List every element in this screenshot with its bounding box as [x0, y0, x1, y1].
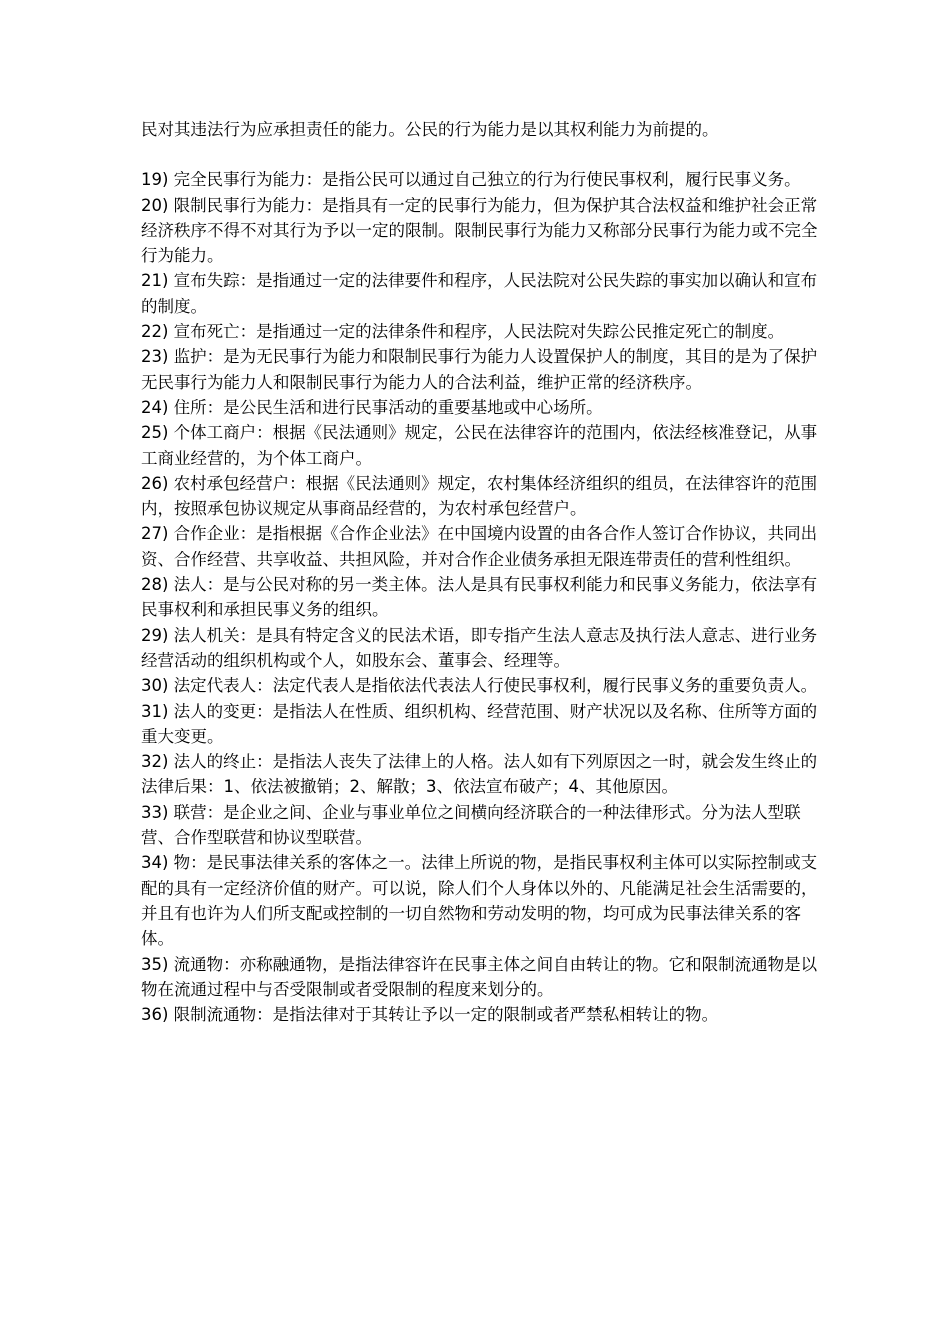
entry-25: 25) 个体工商户：根据《民法通则》规定，公民在法律容许的范围内，依法经核准登记，从事工商业经营的，为个体工商户。 — [141, 423, 818, 468]
entry-34: 34) 物：是民事法律关系的客体之一。法律上所说的物，是指民事权利主体可以实际控制或支配的具有一定经济价值的财产。可以说，除人们个人身体以外的、凡能满足社会生活需要的，并且有也许为人们所支配或控制的一切自然物和劳动发明的物，均可成为民事法律关系的客体。 — [141, 853, 818, 949]
entry-31: 31) 法人的变更：是指法人在性质、组织机构、经营范围、财产状况以及名称、住所等方面的重大变更。 — [141, 701, 818, 746]
entry-30: 30) 法定代表人：法定代表人是指依法代表法人行使民事权利，履行民事义务的重要负责人。 — [141, 676, 818, 696]
entry-35: 35) 流通物：亦称融通物，是指法律容许在民事主体之间自由转让的物。它和限制流通物是以物在流通过程中与否受限制或者受限制的程度来划分的。 — [141, 954, 818, 999]
entry-33: 33) 联营：是企业之间、企业与事业单位之间横向经济联合的一种法律形式。分为法人型联营、合作型联营和协议型联营。 — [141, 802, 801, 848]
document-body — [141, 117, 821, 1027]
entry-36: 36) 限制流通物：是指法律对于其转让予以一定的限制或者严禁私相转让的物。 — [141, 1005, 719, 1025]
entry-26: 26) 农村承包经营户：根据《民法通则》规定，农村集体经济组织的组员，在法律容许的范围内，按照承包协议规定从事商品经营的，为农村承包经营户。 — [141, 473, 818, 519]
entry-21: 21) 宣布失踪：是指通过一定的法律要件和程序，人民法院对公民失踪的事实加以确认和宣布的制度。 — [141, 271, 818, 316]
opening-paragraph: 民对其违法行为应承担责任的能力。公民的行为能力是以其权利能力为前提的。 — [141, 120, 719, 139]
entry-27: 27) 合作企业：是指根据《合作企业法》在中国境内设置的由各合作人签订合作协议，共同出资、合作经营、共享收益、共担风险，并对合作企业债务承担无限连带责任的营利性组织。 — [141, 524, 818, 569]
entry-28: 28) 法人：是与公民对称的另一类主体。法人是具有民事权利能力和民事义务能力，依法享有民事权利和承担民事义务的组织。 — [141, 575, 818, 620]
entry-32: 32) 法人的终止：是指法人丧失了法律上的人格。法人如有下列原因之一时，就会发生终止的法律后果：1、依法被撤销；2、解散；3、依法宣布破产；4、其他原因。 — [141, 752, 818, 797]
paragraph-spacer — [141, 142, 821, 167]
entry-24: 24) 住所：是公民生活和进行民事活动的重要基地或中心场所。 — [141, 397, 603, 417]
entry-29: 29) 法人机关：是具有特定含义的民法术语，即专指产生法人意志及执行法人意志、进行业务经营活动的组织机构或个人，如股东会、董事会、经理等。 — [141, 625, 818, 670]
entry-22: 22) 宣布死亡：是指通过一定的法律条件和程序，人民法院对失踪公民推定死亡的制度。 — [141, 322, 785, 342]
entry-19: 19) 完全民事行为能力：是指公民可以通过自己独立的行为行使民事权利，履行民事义务。 — [141, 170, 801, 190]
entry-23: 23) 监护：是为无民事行为能力和限制民事行为能力人设置保护人的制度，其目的是为了保护无民事行为能力人和限制民事行为能力人的合法利益，维护正常的经济秩序。 — [141, 347, 818, 392]
entry-20: 20) 限制民事行为能力：是指具有一定的民事行为能力，但为保护其合法权益和维护社会正常经济秩序不得不对其行为予以一定的限制。限制民事行为能力又称部分民事行为能力或不完全行为能力。 — [141, 195, 818, 266]
